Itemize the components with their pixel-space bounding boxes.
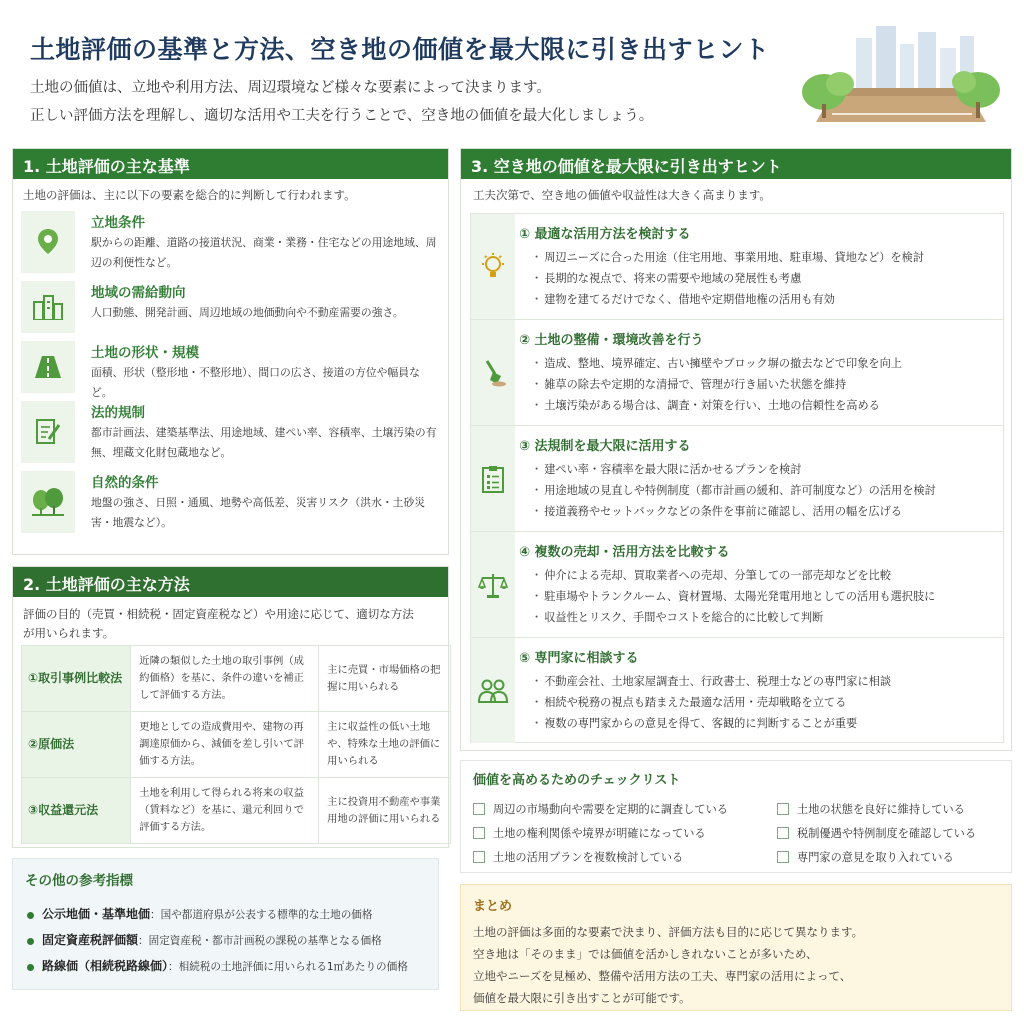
method-desc: 土地を利用して得られる将来の収益（賃料など）を基に、還元利回りで評価する方法。 [131,778,319,844]
tip-point: ・ 接道義務やセットバックなどの条件を事前に確認し、活用の幅を広げる [531,501,936,522]
checklist-label: 税制優遇や特例制度を確認している [797,827,977,840]
clipboard-icon [471,426,515,531]
tip-point: ・ 建物を建てるだけでなく、借地や定期借地権の活用も有効 [531,289,924,310]
lightbulb-icon [471,214,515,319]
checkbox[interactable] [777,803,789,815]
tip-point: ・ 雑草の除去や定期的な清掃で、管理が行き届いた状態を維持 [531,374,902,395]
evaluation-methods-card [12,566,449,848]
summary-text [473,921,993,1009]
summary-line: 空き地は「そのまま」では価値を活かしきれないことが多いため、 [473,947,818,961]
tip-item [471,638,1003,744]
checkbox[interactable] [473,803,485,815]
summary-title: まとめ [473,899,513,914]
tip-title: ⑤ 専門家に相談する [519,651,639,666]
criterion-shape-size [21,341,441,399]
tip-title: ④ 複数の売却・活用方法を比較する [519,545,730,560]
trees-icon [21,471,75,533]
criterion-name: 立地条件 [91,215,145,231]
checklist-label: 周辺の市場動向や需要を定期的に調査している [493,803,728,816]
checklist-item[interactable] [473,849,683,865]
document-pen-icon [21,401,75,463]
checklist-item[interactable] [473,801,728,817]
table-row [22,712,451,778]
reference-name: 公示地価・基準地価 [42,907,151,921]
method-use: 主に売買・市場価格の把握に用いられる [319,646,451,712]
section2-lead: 評価の目的（売買・相続税・固定資産税など）や用途に応じて、適切な方法が用いられます。 [23,607,414,640]
method-use: 主に収益性の低い土地や、特殊な土地の評価に用いられる [319,712,451,778]
summary-box [460,884,1012,1011]
section3-title: 3. 空き地の価値を最大限に引き出すヒント [461,149,1011,179]
checkbox[interactable] [777,851,789,863]
criterion-name: 法的規制 [91,405,145,421]
tip-title: ③ 法規制を最大限に活用する [519,439,691,454]
method-name: ①取引事例比較法 [22,646,131,712]
tip-point: ・ 長期的な視点で、将来の需要や地域の発展性も考慮 [531,268,924,289]
checklist-item[interactable] [777,801,965,817]
criterion-natural [21,471,441,533]
tip-point: ・ 建ぺい率・容積率を最大限に活かせるプランを検討 [531,459,936,480]
reference-item [27,931,382,948]
value-checklist-box [460,760,1012,873]
tip-point: ・ 造成、整地、境界確定、古い擁壁やブロック塀の撤去などで印象を向上 [531,353,902,374]
criterion-desc: 地盤の強さ、日照・通風、地勢や高低差、災害リスク（洪水・土砂災害・地震など）。 [91,496,426,529]
tip-item [471,532,1003,638]
vacant-lot-illustration [796,18,1006,130]
location-pin-icon [21,211,75,273]
tip-title: ① 最適な活用方法を検討する [519,227,691,242]
reference-name: 固定資産税評価額 [42,933,139,947]
road-icon [21,341,75,393]
checklist-label: 土地の権利関係や境界が明確になっている [493,827,706,840]
shovel-icon [471,320,515,425]
criterion-name: 自然的条件 [91,475,159,491]
tip-item [471,214,1003,320]
summary-line: 土地の評価は多面的な要素で決まり、評価方法も目的に応じて異なります。 [473,925,864,939]
tip-point: ・ 仲介による売却、買取業者への売却、分筆しての一部売却などを比較 [531,565,935,586]
bullet-icon [27,912,34,919]
section1-lead: 土地の評価は、主に以下の要素を総合的に判断して行われます。 [23,188,356,202]
page-title: 土地評価の基準と方法、空き地の価値を最大限に引き出すヒント [30,35,770,64]
checklist-label: 専門家の意見を取り入れている [797,851,954,864]
criterion-desc: 人口動態、開発計画、周辺地域の地価動向や不動産需要の強さ。 [91,306,404,319]
checklist-label: 土地の活用プランを複数検討している [493,851,684,864]
checklist-title: 価値を高めるためのチェックリスト [473,773,681,788]
tip-point: ・ 用途地域の見直しや特例制度（都市計画の緩和、許可制度など）の活用を検討 [531,480,936,501]
reference-desc: ：国や都道府県が公表する標準的な土地の価格 [150,909,373,921]
method-desc: 近隣の類似した土地の取引事例（成約価格）を基に、条件の違いを補正して評価する方法。 [131,646,319,712]
checklist-item[interactable] [777,849,954,865]
method-name: ③収益還元法 [22,778,131,844]
tip-point: ・ 周辺ニーズに合った用途（住宅用地、事業用地、駐車場、貸地など）を検討 [531,247,924,268]
criterion-name: 地域の需給動向 [91,285,186,301]
tip-point: ・ 不動産会社、土地家屋調査士、行政書士、税理士などの専門家に相談 [531,671,891,692]
checkbox[interactable] [473,827,485,839]
methods-table [21,645,451,844]
criterion-name: 土地の形状・規模 [91,345,199,361]
criterion-supply-demand [21,281,441,333]
method-name: ②原価法 [22,712,131,778]
criterion-desc: 面積、形状（整形地・不整形地）、間口の広さ、接道の方位や幅員など。 [91,366,420,399]
tip-point: ・ 相続や税務の視点も踏まえた最適な活用・売却戦略を立てる [531,692,891,713]
people-icon [471,638,515,743]
evaluation-criteria-card [12,148,449,555]
method-use: 主に投資用不動産や事業用地の評価に用いられる [319,778,451,844]
tip-item [471,426,1003,532]
references-title: その他の参考指標 [25,873,133,889]
method-desc: 更地としての造成費用や、建物の再調達原価から、減価を差し引いて評価する方法。 [131,712,319,778]
reference-item [27,957,408,974]
reference-desc: ：固定資産税・都市計画税の課税の基準となる価格 [138,935,382,947]
tip-item [471,320,1003,426]
buildings-icon [21,281,75,333]
reference-desc: ：相続税の土地評価に用いられる1㎡あたりの価格 [168,961,408,973]
tip-point: ・ 駐車場やトランクルーム、資材置場、太陽光発電用地としての活用も選択肢に [531,586,935,607]
table-row [22,646,451,712]
checkbox[interactable] [473,851,485,863]
reference-item [27,905,372,922]
tip-point: ・ 収益性とリスク、手間やコストを総合的に比較して判断 [531,607,935,628]
criterion-location [21,211,441,273]
checkbox[interactable] [777,827,789,839]
checklist-item[interactable] [473,825,706,841]
intro-text-line2: 正しい評価方法を理解し、適切な活用や工夫を行うことで、空き地の価値を最大化しましょう。 [30,108,654,124]
checklist-item[interactable] [777,825,976,841]
summary-line: 立地やニーズを見極め、整備や活用方法の工夫、専門家の活用によって、 [473,969,852,983]
page-header [0,0,1024,140]
reference-indicators-box [12,858,439,990]
tips-list [470,213,1004,743]
section3-lead: 工夫次第で、空き地の価値や収益性は大きく高まります。 [473,188,771,202]
table-row [22,778,451,844]
reference-name: 路線価（相続税路線価） [42,959,169,973]
criterion-desc: 都市計画法、建築基準法、用途地域、建ぺい率、容積率、土壌汚染の有無、埋蔵文化財包蔵地など。 [91,426,437,459]
summary-line: 価値を最大限に引き出すことが可能です。 [473,991,691,1005]
tip-point: ・ 複数の専門家からの意見を得て、客観的に判断することが重要 [531,713,891,734]
bullet-icon [27,938,34,945]
tip-point: ・ 土壌汚染がある場合は、調査・対策を行い、土地の信頼性を高める [531,395,902,416]
tip-title: ② 土地の整備・環境改善を行う [519,333,704,348]
maximize-value-tips-card [460,148,1012,751]
section1-title: 1. 土地評価の主な基準 [13,149,448,179]
criterion-legal [21,401,441,463]
section2-title: 2. 土地評価の主な方法 [13,567,448,597]
criterion-desc: 駅からの距離、道路の接道状況、商業・業務・住宅などの用途地域、周辺の利便性など。 [91,236,437,269]
checklist-label: 土地の状態を良好に維持している [797,803,965,816]
bullet-icon [27,964,34,971]
intro-text-line1: 土地の価値は、立地や利用方法、周辺環境など様々な要素によって決まります。 [30,80,551,96]
scales-icon [471,532,515,637]
